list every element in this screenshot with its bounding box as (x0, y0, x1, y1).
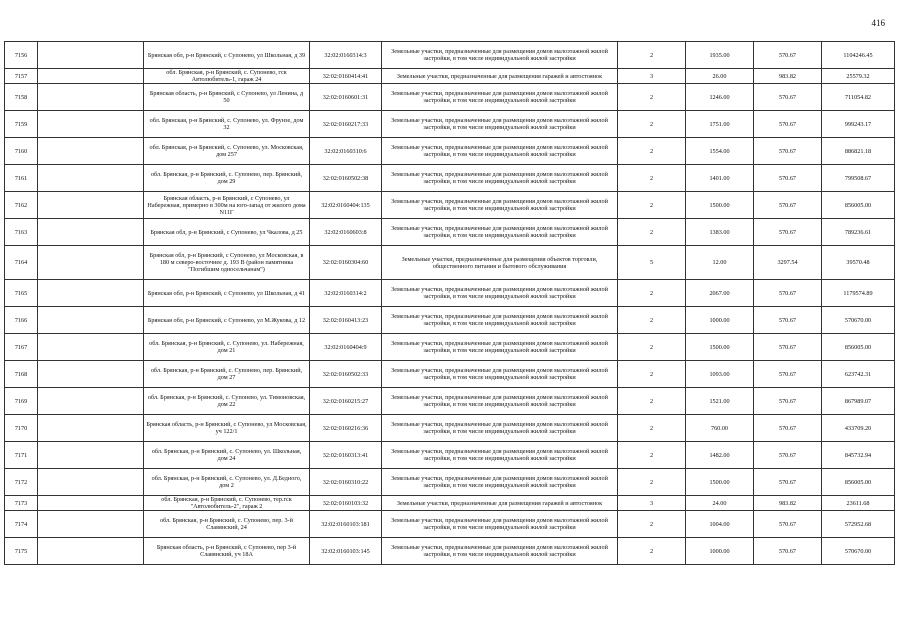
table-row (5, 388, 895, 415)
cell-cadastral-number: 32:02:0160413:23 (310, 307, 382, 334)
table-row (5, 138, 895, 165)
cell-category: 2 (618, 192, 686, 219)
cell-area: 1246.00 (686, 84, 754, 111)
cell-blank (38, 246, 144, 280)
cell-rate: 570.67 (754, 84, 822, 111)
cell-cadastral-value: 25579.32 (822, 69, 895, 84)
cell-cadastral-value: 1179574.89 (822, 280, 895, 307)
cell-cadastral-value: 856005.00 (822, 334, 895, 361)
cell-area: 1500.00 (686, 334, 754, 361)
cell-rate: 570.67 (754, 280, 822, 307)
cell-blank (38, 469, 144, 496)
cell-row-number: 7162 (5, 192, 38, 219)
cell-area: 24.00 (686, 496, 754, 511)
land-valuation-table (4, 41, 895, 565)
cell-land-use: Земельные участки, предназначенные для размещения домов малоэтажной жилой застройки, в том числе индивидуальной жилой застройки (382, 415, 618, 442)
cell-rate: 570.67 (754, 307, 822, 334)
cell-blank (38, 415, 144, 442)
cell-row-number: 7168 (5, 361, 38, 388)
table-row (5, 280, 895, 307)
cell-address: Брянская область, р-н Брянский, с Супонево, ул Московская, уч 122/1 (144, 415, 310, 442)
cell-cadastral-value: 570670.00 (822, 307, 895, 334)
cell-cadastral-number: 32:02:0160103:145 (310, 538, 382, 565)
cell-category: 2 (618, 361, 686, 388)
cell-rate: 570.67 (754, 388, 822, 415)
cell-category: 2 (618, 84, 686, 111)
cell-row-number: 7159 (5, 111, 38, 138)
table-row (5, 511, 895, 538)
cell-area: 1000.00 (686, 538, 754, 565)
cell-row-number: 7173 (5, 496, 38, 511)
cell-rate: 570.67 (754, 42, 822, 69)
cell-area: 1383.00 (686, 219, 754, 246)
cell-category: 2 (618, 280, 686, 307)
cell-area: 1500.00 (686, 192, 754, 219)
cell-row-number: 7156 (5, 42, 38, 69)
cell-area: 1482.00 (686, 442, 754, 469)
cell-category: 2 (618, 334, 686, 361)
cell-address: обл. Брянская, р-н Брянский, с. Супонево, гск Автолюбитель-1, гараж 24 (144, 69, 310, 84)
cell-cadastral-number: 32:02:0160310:6 (310, 138, 382, 165)
cell-cadastral-number: 32:02:0160304:60 (310, 246, 382, 280)
cell-address: Брянская обл, р-н Брянский, с Супонево, ул Московская, в 180 м северо-восточнее д. 193 В (район памятника "Погибшим односельчанам") (144, 246, 310, 280)
cell-cadastral-value: 623742.31 (822, 361, 895, 388)
table-row (5, 165, 895, 192)
cell-land-use: Земельные участки, предназначенные для размещения домов малоэтажной жилой застройки, в том числе индивидуальной жилой застройки (382, 111, 618, 138)
cell-cadastral-value: 433709.20 (822, 415, 895, 442)
cell-land-use: Земельные участки, предназначенные для размещения гаражей и автостоянок (382, 69, 618, 84)
cell-cadastral-number: 32:02:0160103:32 (310, 496, 382, 511)
cell-cadastral-value: 856005.00 (822, 192, 895, 219)
cell-row-number: 7167 (5, 334, 38, 361)
cell-row-number: 7158 (5, 84, 38, 111)
cell-cadastral-number: 32:02:0160216:36 (310, 415, 382, 442)
cell-area: 1093.00 (686, 361, 754, 388)
table-row (5, 538, 895, 565)
cell-category: 2 (618, 219, 686, 246)
cell-cadastral-value: 799508.67 (822, 165, 895, 192)
cell-rate: 570.67 (754, 219, 822, 246)
cell-blank (38, 165, 144, 192)
cell-land-use: Земельные участки, предназначенные для размещения домов малоэтажной жилой застройки, в том числе индивидуальной жилой застройки (382, 334, 618, 361)
page-number: 416 (871, 18, 885, 28)
cell-area: 1401.00 (686, 165, 754, 192)
table-row (5, 219, 895, 246)
cell-category: 3 (618, 496, 686, 511)
cell-cadastral-number: 32:02:0160314:2 (310, 280, 382, 307)
cell-rate: 983.82 (754, 496, 822, 511)
table-row (5, 192, 895, 219)
cell-address: обл. Брянская, р-н Брянский, с. Супонево, ул. Набережная, дом 21 (144, 334, 310, 361)
cell-blank (38, 111, 144, 138)
cell-cadastral-value: 711054.82 (822, 84, 895, 111)
cell-cadastral-value: 999243.17 (822, 111, 895, 138)
cell-address: Брянская область, р-н Брянский, с Супонево, ул Набережная, примерно в 300м на юго-запад от жилого дома N11Г (144, 192, 310, 219)
cell-land-use: Земельные участки, предназначенные для размещения домов малоэтажной жилой застройки, в том числе индивидуальной жилой застройки (382, 84, 618, 111)
cell-row-number: 7171 (5, 442, 38, 469)
cell-rate: 3297.54 (754, 246, 822, 280)
table-row (5, 442, 895, 469)
cell-cadastral-value: 23611.68 (822, 496, 895, 511)
cell-area: 1004.00 (686, 511, 754, 538)
cell-address: обл. Брянская, р-н Брянский, с. Супонево, ул. Фрунзе, дом 32 (144, 111, 310, 138)
cell-land-use: Земельные участки, предназначенные для размещения домов малоэтажной жилой застройки, в том числе индивидуальной жилой застройки (382, 307, 618, 334)
cell-row-number: 7166 (5, 307, 38, 334)
cell-row-number: 7175 (5, 538, 38, 565)
cell-area: 1751.00 (686, 111, 754, 138)
cell-blank (38, 496, 144, 511)
cell-address: обл. Брянская, р-н Брянский, с. Супонево, ул. Тимоновская, дом 22 (144, 388, 310, 415)
cell-blank (38, 219, 144, 246)
cell-cadastral-value: 570670.00 (822, 538, 895, 565)
cell-cadastral-number: 32:02:0160414:41 (310, 69, 382, 84)
cell-blank (38, 42, 144, 69)
cell-row-number: 7172 (5, 469, 38, 496)
cell-area: 1935.00 (686, 42, 754, 69)
cell-row-number: 7161 (5, 165, 38, 192)
cell-cadastral-number: 32:02:0160313:41 (310, 442, 382, 469)
cell-category: 3 (618, 69, 686, 84)
cell-cadastral-number: 32:02:0160404:9 (310, 334, 382, 361)
cell-land-use: Земельные участки, предназначенные для размещения домов малоэтажной жилой застройки, в том числе индивидуальной жилой застройки (382, 219, 618, 246)
cell-rate: 983.82 (754, 69, 822, 84)
cell-blank (38, 84, 144, 111)
cell-land-use: Земельные участки, предназначенные для размещения домов малоэтажной жилой застройки, в том числе индивидуальной жилой застройки (382, 511, 618, 538)
table-row (5, 307, 895, 334)
cell-cadastral-value: 1104246.45 (822, 42, 895, 69)
cell-address: Брянская область, р-н Брянский, с Супонево, пер 3-й Славянский, уч 18А (144, 538, 310, 565)
cell-cadastral-number: 32:02:0160603:8 (310, 219, 382, 246)
cell-land-use: Земельные участки, предназначенные для размещения домов малоэтажной жилой застройки, в том числе индивидуальной жилой застройки (382, 138, 618, 165)
cell-rate: 570.67 (754, 138, 822, 165)
cell-area: 12.00 (686, 246, 754, 280)
cell-rate: 570.67 (754, 415, 822, 442)
cell-land-use: Земельные участки, предназначенные для размещения домов малоэтажной жилой застройки, в том числе индивидуальной жилой застройки (382, 42, 618, 69)
cell-land-use: Земельные участки, предназначенные для размещения домов малоэтажной жилой застройки, в том числе индивидуальной жилой застройки (382, 442, 618, 469)
cell-category: 2 (618, 138, 686, 165)
cell-address: обл. Брянская, р-н Брянский, с. Супонево, пер. Брянский, дом 29 (144, 165, 310, 192)
cell-blank (38, 69, 144, 84)
table-row (5, 69, 895, 84)
cell-address: обл. Брянская, р-н Брянский, с. Супонево, ул. Школьная, дом 24 (144, 442, 310, 469)
cell-category: 2 (618, 165, 686, 192)
cell-rate: 570.67 (754, 192, 822, 219)
cell-category: 2 (618, 538, 686, 565)
cell-blank (38, 138, 144, 165)
cell-area: 1000.00 (686, 307, 754, 334)
cell-land-use: Земельные участки, предназначенные для размещения домов малоэтажной жилой застройки, в том числе индивидуальной жилой застройки (382, 469, 618, 496)
cell-blank (38, 511, 144, 538)
cell-blank (38, 538, 144, 565)
cell-cadastral-value: 39570.48 (822, 246, 895, 280)
cell-rate: 570.67 (754, 334, 822, 361)
cell-cadastral-number: 32:02:0160215:27 (310, 388, 382, 415)
table-row (5, 496, 895, 511)
cell-address: Брянская область, р-н Брянский, с Супонево, ул Ленина, д 50 (144, 84, 310, 111)
cell-cadastral-value: 789236.61 (822, 219, 895, 246)
cell-cadastral-number: 32:02:0160103:181 (310, 511, 382, 538)
cell-address: Брянская обл, р-н Брянский, с Супонево, ул Школьная, д 39 (144, 42, 310, 69)
cell-address: Брянская обл, р-н Брянский, с Супонево, ул М.Жукова, д 12 (144, 307, 310, 334)
cell-category: 2 (618, 388, 686, 415)
cell-address: Брянская обл, р-н Брянский, с Супонево, ул Чкалова, д 25 (144, 219, 310, 246)
cell-row-number: 7174 (5, 511, 38, 538)
cell-category: 2 (618, 111, 686, 138)
cell-rate: 570.67 (754, 511, 822, 538)
cell-category: 2 (618, 415, 686, 442)
table-row (5, 334, 895, 361)
cell-area: 760.00 (686, 415, 754, 442)
cell-cadastral-value: 867989.07 (822, 388, 895, 415)
cell-land-use: Земельные участки, предназначенные для размещения домов малоэтажной жилой застройки, в том числе индивидуальной жилой застройки (382, 192, 618, 219)
cell-address: обл. Брянская, р-н Брянский, с. Супонево, тер.гск "Автолюбитель-2", гараж 2 (144, 496, 310, 511)
cell-row-number: 7164 (5, 246, 38, 280)
cell-rate: 570.67 (754, 538, 822, 565)
cell-category: 5 (618, 246, 686, 280)
cell-cadastral-number: 32:02:0160502:38 (310, 165, 382, 192)
cell-cadastral-number: 32:02:0160404:135 (310, 192, 382, 219)
cell-row-number: 7165 (5, 280, 38, 307)
cell-category: 2 (618, 42, 686, 69)
cell-cadastral-number: 32:02:0160310:22 (310, 469, 382, 496)
cell-cadastral-value: 856005.00 (822, 469, 895, 496)
cell-rate: 570.67 (754, 361, 822, 388)
cell-category: 2 (618, 511, 686, 538)
cell-blank (38, 307, 144, 334)
cell-row-number: 7160 (5, 138, 38, 165)
table-row (5, 84, 895, 111)
cell-row-number: 7169 (5, 388, 38, 415)
cell-category: 2 (618, 469, 686, 496)
table-row (5, 111, 895, 138)
cell-area: 1521.00 (686, 388, 754, 415)
cell-address: Брянская обл, р-н Брянский, с Супонево, ул Школьная, д 41 (144, 280, 310, 307)
cell-blank (38, 280, 144, 307)
cell-area: 1500.00 (686, 469, 754, 496)
cell-address: обл. Брянская, р-н Брянский, с. Супонево, пер. Брянский, дом 27 (144, 361, 310, 388)
cell-cadastral-value: 845732.94 (822, 442, 895, 469)
cell-address: обл. Брянская, р-н Брянский, с. Супонево, ул. Московская, дом 257 (144, 138, 310, 165)
cell-address: обл. Брянская, р-н Брянский, с. Супонево, ул. Д.Бедного, дом 2 (144, 469, 310, 496)
cell-area: 2067.00 (686, 280, 754, 307)
cell-land-use: Земельные участки, предназначенные для размещения домов малоэтажной жилой застройки, в том числе индивидуальной жилой застройки (382, 165, 618, 192)
cell-blank (38, 361, 144, 388)
cell-category: 2 (618, 307, 686, 334)
cell-rate: 570.67 (754, 442, 822, 469)
cell-land-use: Земельные участки, предназначенные для размещения домов малоэтажной жилой застройки, в том числе индивидуальной жилой застройки (382, 280, 618, 307)
cell-row-number: 7170 (5, 415, 38, 442)
cell-cadastral-number: 32:02:0160502:33 (310, 361, 382, 388)
table-row (5, 415, 895, 442)
cell-land-use: Земельные участки, предназначенные для размещения домов малоэтажной жилой застройки, в том числе индивидуальной жилой застройки (382, 361, 618, 388)
cell-category: 2 (618, 442, 686, 469)
cell-land-use: Земельные участки, предназначенные для размещения гаражей и автостоянок (382, 496, 618, 511)
cell-rate: 570.67 (754, 469, 822, 496)
table-row (5, 246, 895, 280)
table-row (5, 469, 895, 496)
cell-blank (38, 192, 144, 219)
cell-address: обл. Брянская, р-н Брянский, с. Супонево, пер. 3-й Славянский, 24 (144, 511, 310, 538)
cell-row-number: 7163 (5, 219, 38, 246)
cell-area: 1554.00 (686, 138, 754, 165)
cell-land-use: Земельные участки, предназначенные для размещения объектов торговли, общественного питания и бытового обслуживания (382, 246, 618, 280)
table-row (5, 42, 895, 69)
cell-rate: 570.67 (754, 111, 822, 138)
cell-cadastral-value: 572952.68 (822, 511, 895, 538)
cell-cadastral-number: 32:02:0160314:3 (310, 42, 382, 69)
cell-land-use: Земельные участки, предназначенные для размещения домов малоэтажной жилой застройки, в том числе индивидуальной жилой застройки (382, 538, 618, 565)
cell-cadastral-number: 32:02:0160217:33 (310, 111, 382, 138)
cell-blank (38, 442, 144, 469)
cell-cadastral-number: 32:02:0160601:31 (310, 84, 382, 111)
cell-land-use: Земельные участки, предназначенные для размещения домов малоэтажной жилой застройки, в том числе индивидуальной жилой застройки (382, 388, 618, 415)
cell-row-number: 7157 (5, 69, 38, 84)
table-row (5, 361, 895, 388)
cell-blank (38, 334, 144, 361)
cell-rate: 570.67 (754, 165, 822, 192)
cell-blank (38, 388, 144, 415)
cell-cadastral-value: 886821.18 (822, 138, 895, 165)
cell-area: 26.00 (686, 69, 754, 84)
